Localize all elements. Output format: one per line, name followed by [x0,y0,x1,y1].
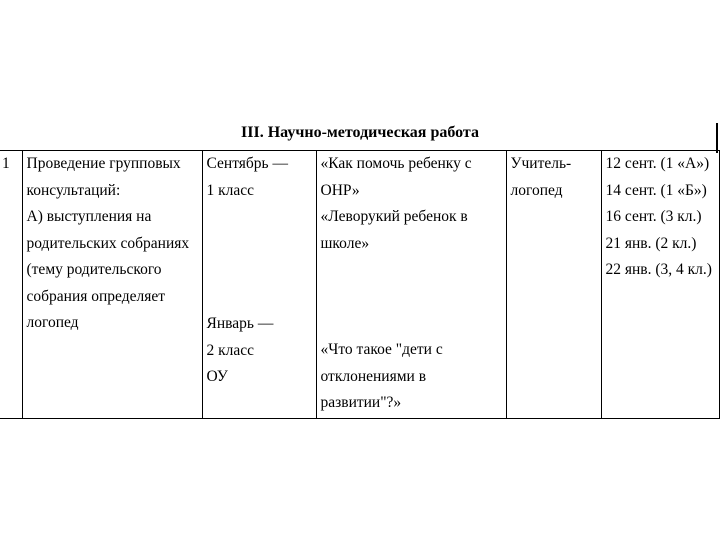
activity-text: Проведение групповых консультаций: А) выступления на родительских собраниях (тему родительского собрания определяет логопед [26,155,190,331]
topic-first: «Как помочь ребенку с ОНР» «Леворукий ребенок в школе» [320,155,472,252]
period-september: Сентябрь — 1 класс [206,155,288,199]
dates-cell [601,151,719,419]
row-number: 1 [2,155,10,172]
table-frame-line [716,123,718,153]
topic-cell [316,151,506,419]
activity-cell [22,151,202,419]
responsible-cell [506,151,601,419]
period-january: Январь — 2 класс ОУ [206,315,274,385]
table-row [0,151,719,419]
period-cell [202,151,316,419]
section-title: III. Научно-методическая работа [241,124,479,141]
responsible-text: Учитель- логопед [510,155,572,199]
dates-text: 12 сент. (1 «А») 14 сент. (1 «Б») 16 сент. (3 кл.) 21 янв. (2 кл.) 22 янв. (3, 4 кл.) [605,155,712,278]
work-plan-table [0,150,720,419]
row-number-cell [0,151,22,419]
topic-second: «Что такое "дети с отклонениями в развитии"?» [320,341,443,411]
